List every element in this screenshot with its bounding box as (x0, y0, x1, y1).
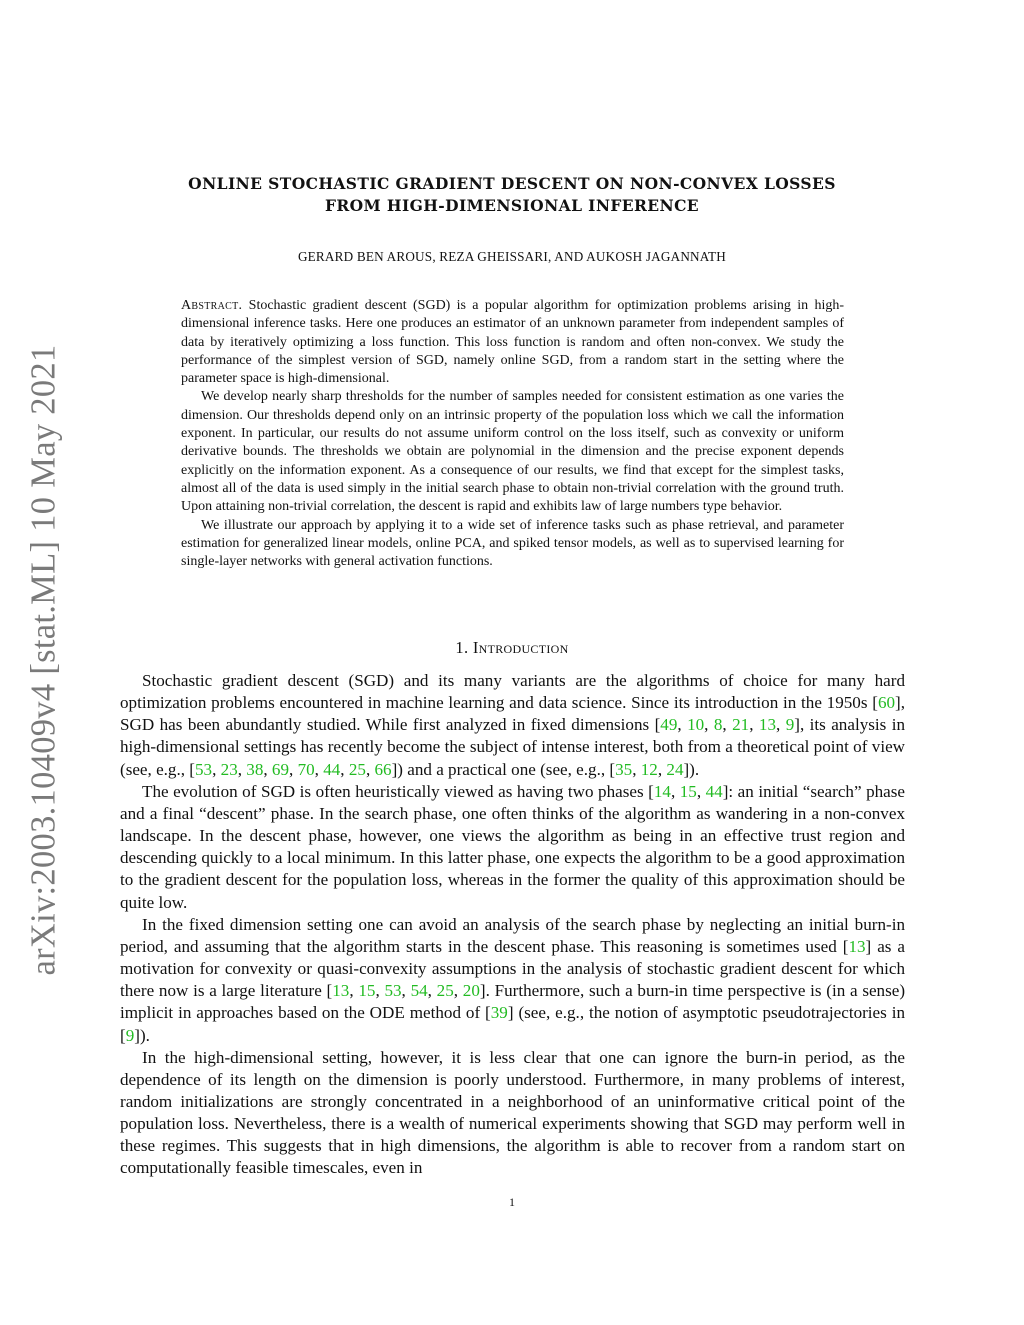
arxiv-identifier-text: arXiv:2003.10409v4 [stat.ML] 10 May 2021 (24, 344, 63, 976)
citation-link[interactable]: 15 (358, 981, 376, 1001)
citation-separator: , (401, 981, 411, 1001)
citation-link[interactable]: 70 (297, 759, 315, 779)
citation-separator: , (704, 715, 714, 735)
citation-link[interactable]: 60 (877, 693, 896, 713)
citation-link[interactable]: 10 (687, 715, 705, 735)
citation-separator: , (657, 759, 667, 779)
citation-separator: , (632, 759, 641, 779)
body-paragraph-2 (120, 781, 905, 914)
body-text-run: Stochastic gradient descent (SGD) and its many variants are the algorithms of choice for many hard optimization problems encountered in machine learning and data science. Since its introduction in the 1950s [ (120, 671, 905, 713)
citation-link[interactable]: 14 (653, 781, 671, 801)
body-text-run: In the fixed dimension setting one can avoid an analysis of the search phase by neglecting an initial burn-in period, and assuming that the algorithm starts in the descent phase. This reasoning is sometimes used [ (120, 914, 905, 956)
citation-link[interactable]: 21 (732, 715, 750, 735)
citation-separator: , (340, 759, 349, 779)
body-text-run: ]). (683, 759, 700, 779)
citation-separator: , (670, 781, 680, 801)
section-number: 1. (455, 638, 469, 657)
body-text-run: ] (see, e.g., the notion of asymptotic pseudotrajectories in [ (120, 1003, 905, 1045)
citation-list (660, 715, 794, 734)
citation-link[interactable]: 49 (660, 715, 678, 735)
body-text-run: The evolution of SGD is often heuristically viewed as having two phases [ (142, 781, 654, 801)
body-paragraph-1 (120, 670, 905, 781)
citation-separator: , (314, 759, 324, 779)
citation-link[interactable]: 9 (785, 715, 795, 735)
citation-link[interactable]: 54 (410, 981, 428, 1001)
citation-link[interactable]: 8 (713, 715, 723, 735)
citation-link[interactable]: 44 (705, 781, 723, 801)
title-line-1: ONLINE STOCHASTIC GRADIENT DESCENT ON NON-CONVEX LOSSES (188, 174, 836, 193)
citation-link[interactable]: 35 (615, 759, 633, 779)
body-paragraph-4: In the high-dimensional setting, however, it is less clear that one can ignore the burn-in period, as the dependence of its length on the dimension is poorly understood. Furthermore, in many problems of interest, random initializations are strongly concentrated in a neighborhood of an uninformative critical point of the population loss. Nevertheless, there is a wealth of numerical experiments showing that SGD may perform well in these regimes. This suggests that in high dimensions, the algorithm is able to recover from a random start on computationally feasible timescales, even in (120, 1047, 905, 1178)
section-heading (120, 638, 904, 658)
citation-link[interactable]: 53 (384, 981, 402, 1001)
body-text-run: ]) and a practical one (see, e.g., [ (391, 759, 616, 779)
body-text-run: ], SGD has been abundantly studied. While first analyzed in fixed dimensions [ (120, 693, 905, 735)
citation-list (195, 760, 392, 779)
author-list: GERARD BEN AROUS, REZA GHEISSARI, AND AUKOSH JAGANNATH (297, 249, 727, 264)
citation-link[interactable]: 24 (666, 759, 684, 779)
citation-link[interactable]: 44 (323, 759, 341, 779)
abstract-label: Abstract. (181, 298, 243, 313)
citation-list (332, 981, 480, 1000)
citation-separator: , (349, 981, 359, 1001)
paper-title (120, 173, 904, 217)
citation-link[interactable]: 20 (462, 981, 480, 1001)
citation-separator: , (722, 715, 733, 735)
citation-link[interactable]: 38 (246, 759, 264, 779)
citation-separator: , (263, 759, 272, 779)
citation-list (615, 760, 683, 779)
body-text-run: ]. Furthermore, such a burn-in time perspective is (in a sense) implicit in approaches based on the ODE method of [ (120, 981, 906, 1023)
body-paragraph-3 (120, 914, 905, 1047)
citation-link[interactable]: 23 (220, 759, 238, 779)
citation-link[interactable]: 66 (374, 759, 392, 779)
abstract-paragraph-3: We illustrate our approach by applying it to a wide set of inference tasks such as phase retrieval, and parameter estimation for generalized linear models, online PCA, and spiked tensor models, as well as to supervised learning for single-layer networks with general activation functions. (181, 517, 844, 570)
citation-link[interactable]: 53 (195, 759, 213, 779)
citation-link[interactable]: 15 (679, 781, 697, 801)
citation-separator: , (289, 759, 298, 779)
abstract (181, 297, 844, 571)
citation-separator: , (212, 759, 221, 779)
arxiv-identifier (14, 330, 74, 990)
citation-list (654, 782, 723, 801)
citation-link[interactable]: 13 (758, 715, 776, 735)
citation-separator: , (365, 759, 375, 779)
abstract-paragraph-2: We develop nearly sharp thresholds for the number of samples needed for consistent estimation as one varies the dimension. Our thresholds depend only on an intrinsic property of the population loss which we call the information exponent. In particular, our results do not assume uniform control on the loss itself, such as convexity or uniform derivative bounds. The thresholds we obtain are polynomial in the dimension and the precise exponent depends explicitly on the information exponent. As a consequence of our results, we find that except for the simplest tasks, almost all of the data is used simply in the initial search phase to obtain non-trivial correlation with the ground truth. Upon attaining non-trivial correlation, the descent is rapid and exhibits law of large numbers type behavior. (181, 389, 844, 515)
citation-separator: , (776, 715, 786, 735)
body-text-run: ] as a motivation for convexity or quasi-convexity assumptions in the analysis of stochastic gradient descent for which there now is a large literature [ (120, 936, 905, 1001)
citation-link[interactable]: 13 (848, 936, 866, 956)
body-text-run: ], its analysis in high-dimensional settings has recently become the subject of intense interest, both from a theoretical point of view (see, e.g., [ (120, 715, 906, 779)
citation-separator: , (427, 981, 437, 1001)
citation-link[interactable]: 12 (640, 759, 658, 779)
page-number: 1 (509, 1195, 515, 1209)
citation-link[interactable]: 9 (125, 1025, 135, 1045)
citation-separator: , (677, 715, 688, 735)
citation-separator: , (237, 759, 247, 779)
body-text (120, 670, 905, 1180)
citation-link[interactable]: 25 (436, 981, 454, 1001)
abstract-paragraph-1 (181, 297, 844, 388)
section-title: Introduction (472, 638, 569, 657)
body-text-run: ]). (134, 1025, 150, 1045)
citation-separator: , (696, 781, 706, 801)
body-text-run: ]: an initial “search” phase and a final “descent” phase. In the search phase, one often thinks of the algorithm as wandering in a non-convex landscape. In the descent phase, however, one views the algorithm as being in an effective trust region and descending quickly to a local minimum. In this latter phase, one expects the algorithm to be a good approximation to the gradient descent for the population loss, whereas in the former the quality of this approximation should be quite low. (120, 781, 905, 912)
title-line-2: FROM HIGH-DIMENSIONAL INFERENCE (324, 196, 700, 215)
abstract-text-1: Stochastic gradient descent (SGD) is a popular algorithm for optimization problems arising in high-dimensional inference tasks. Here one produces an estimator of an unknown parameter from independent samples of data by iteratively optimizing a loss function. This loss function is random and often non-convex. We study the performance of the simplest version of SGD, namely online SGD, from a random start in the setting where the parameter space is high-dimensional. (181, 298, 845, 387)
citation-separator: , (453, 981, 463, 1001)
citation-separator: , (749, 715, 759, 735)
citation-link[interactable]: 25 (348, 759, 366, 779)
citation-link[interactable]: 39 (490, 1003, 508, 1023)
citation-separator: , (375, 981, 385, 1001)
citation-link[interactable]: 13 (332, 981, 350, 1001)
citation-link[interactable]: 69 (271, 759, 290, 779)
